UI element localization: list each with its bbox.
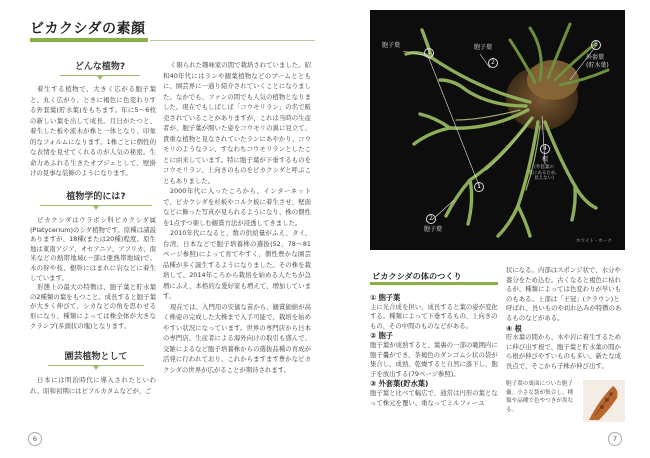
heading-text: 園芸植物として [64,352,128,362]
root-note [528,165,560,182]
note-line: 見えない) [534,176,554,181]
callout-number: 3 [591,40,601,50]
callout-number: 2 [426,214,436,224]
item-text-root: 貯水葉の間から、木や岩に着生するために伸び出す根で、胞子葉と貯水葉の間から根が伸びやすいものも多い。新たな成長点で、そこから子株が伸び出す。 [506,333,622,370]
item-text-shield-cont: 状になる。内部はスポンジ状で、水分や養分をため込む。古くなると褐色に枯れるが、種類によっては色変わりが早いものもある。上部は「王冠」(クラウン)と呼ばれ、長いものや切れ込みが特徴のあるものなどがある。 [506,266,622,322]
callout-number: 1 [424,48,434,58]
heading-underline [60,75,140,76]
paragraph: ビカクシダはウラボシ科ビカクシダ属(Platycerium)のシダ植物です。原種は諸説ありますが、18種(または20種)程度。原生地は東南アジア、オセアニア、アフリカ、南米などの熱帯地域(一部は亜熱帯地域)で、木の幹や枝、樹幹にはまれに岩などに着生しています。 [30,216,156,282]
paragraph: 日本には明治時代に導入されたといわれ、昭和初期にはビフルカタムなどが、ご [30,376,156,395]
callout-number: 4 [540,144,550,154]
section-title: ビカクシダの体のつくり [372,271,462,281]
sporangia-illustration [583,380,625,422]
col1-paragraph-2 [30,216,156,331]
paragraph: 現在では、入門用の安価な苗から、観賞価値が高く株姿の完成した大株まで入手可能で、栽培を始めやすい状況になっています。世界の専門店から日本の専門店、生産者による海外向けの取引も盛んで、交雑によるなど胞子培養株からの選抜品種の育成が活発に行われており、これからますます豊かなビカクシダの世界が広がることが期待されます。 [163,302,311,374]
item-text-spore-frond: 主に光合成を担い、成長すると葉の姿が変化する。種類によって下垂するもの、上向きのもの、その中間のものなどがある。 [370,302,498,330]
fern-illustration [370,10,625,250]
item-text-spore: 胞子葉が成熟すると、葉裏の一部の範囲内に胞子嚢ができ、茶褐色のダンゴムシ状の袋が集合し、成熟、乾燥すると自然に落下し、胞子を放出する(79ページ参照)。 [370,340,498,378]
paragraph: 2000年代に入ったころから、インターネットで、ビカクシダを杉板やコルク板に着生させ、壁面などに飾った写真が見られるようになり、株の個性を1点ずつ楽しむ観賞方法が浸透してきました。 [163,187,311,227]
paragraph: く限られた趣味家の間で栽培されていました。昭和40年代にはランや観葉植物などのブームとともに、園芸界に一通り紹介されていくことになりました。なかでも、ファンの間でも人気の植物となりました。現在でもしばしば「コウモリラン」の名で販売されていることがありますが、これは当時の生産者が、胞子葉が開いた姿をコウモリの翼に見立て、貴重な植物と見なされていたランにあやかり、コウモリのようなラン、すなわちコウモリランとしたことに由来しています。特に胞子葉が下垂するものをコウモリラン、上向きのものをビカクシダと呼ぶこともありました。 [163,61,311,185]
label-spore-frond-top: 胞子葉 [474,44,493,51]
callout-number: 1 [474,182,484,192]
label-line: 外套葉 [586,54,605,61]
note-line: (外套葉の [534,165,554,170]
item-head-root: ④ 根 [506,323,522,333]
item-head-spore: ② 胞子 [370,331,393,341]
sporangia-photo [583,380,625,422]
paragraph: 2010年代になると、数の供給量がふえ、タイ、台湾、日本などで胞子培養株の選抜(52、78〜81ページ参照)によって育てやすく、個性豊かな園芸品種が多く誕生するようになりました。その株を栽培して、2014年ころから栽培を始める人たちが急増にふえ、本格的な愛好家も増えて、増加しています。 [163,229,311,300]
note-line: 裏にあるため、 [528,170,560,176]
heading-horticulture [48,350,144,366]
heading-what-plant [60,60,140,76]
heading-text: どんな植物? [74,62,126,72]
item-head-shield: ③ 外套葉(貯水葉) [370,379,429,389]
title-accent-bar [30,38,148,42]
paragraph: 形態上の最大の特徴は、胞子葉と貯水葉の2種類の葉をもつこと。成長すると胞子葉が大きく伸びて、シカなどの角を思わせる形になり、種類によっては株全体が大きなクランプ(多頭状の塊)となります。 [30,283,156,330]
item-text-shield: 胞子葉と比べて幅広で、通常は円形の葉となって株元を覆い、重なってミルフィーユ [370,388,498,407]
heading-botanical [40,190,152,206]
paragraph: 着生する植物で、大きく広がる胞子葉と、丸く広がり、ときに褐色に色変わりする外套葉(貯水葉)をもちます。年に5〜6枚の新しい葉を出して成長。月日がたつと、着生した板や流木が株と一体となり、印象的なフォルムになります。1株ごとに個性的な表情を見せてくれるのが人気の秘密。生命力あふれる生きたオブジェとして、壁掛けの見事な装飾のようになります。 [30,85,156,177]
structure-col1 [370,293,500,408]
label-line: (貯水葉) [586,61,609,69]
col1-paragraph-1 [30,84,156,179]
page-title: ビカクシダの素顔 [30,21,146,37]
col1-paragraph-3 [30,375,156,396]
heading-underline [40,205,152,206]
structure-col2 [506,266,626,372]
heading-underline [48,365,144,366]
photo-credit: ホワイト・ホーク [576,239,612,244]
item-head-spore-frond: ① 胞子葉 [370,293,401,302]
col2-text [163,60,311,375]
page-number-right: 7 [608,432,622,446]
staghorn-fern-photo [370,10,625,250]
label-spore-frond-bottom: 胞子葉 [424,226,443,233]
page-number-left: 6 [28,432,42,446]
section-accent-bar [370,282,498,285]
callout-number: 2 [488,58,498,68]
sporangia-caption: 胞子葉の裏面についた胞子嚢。小さな袋が集合し、種類や品種で色やつきが異なる。 [506,381,574,413]
label-spore-frond-left: 胞子葉 [382,42,401,49]
label-root: 根 [542,156,549,163]
heading-text: 植物学的には? [66,192,126,202]
label-shield-frond [586,54,609,69]
title-divider [150,40,315,41]
